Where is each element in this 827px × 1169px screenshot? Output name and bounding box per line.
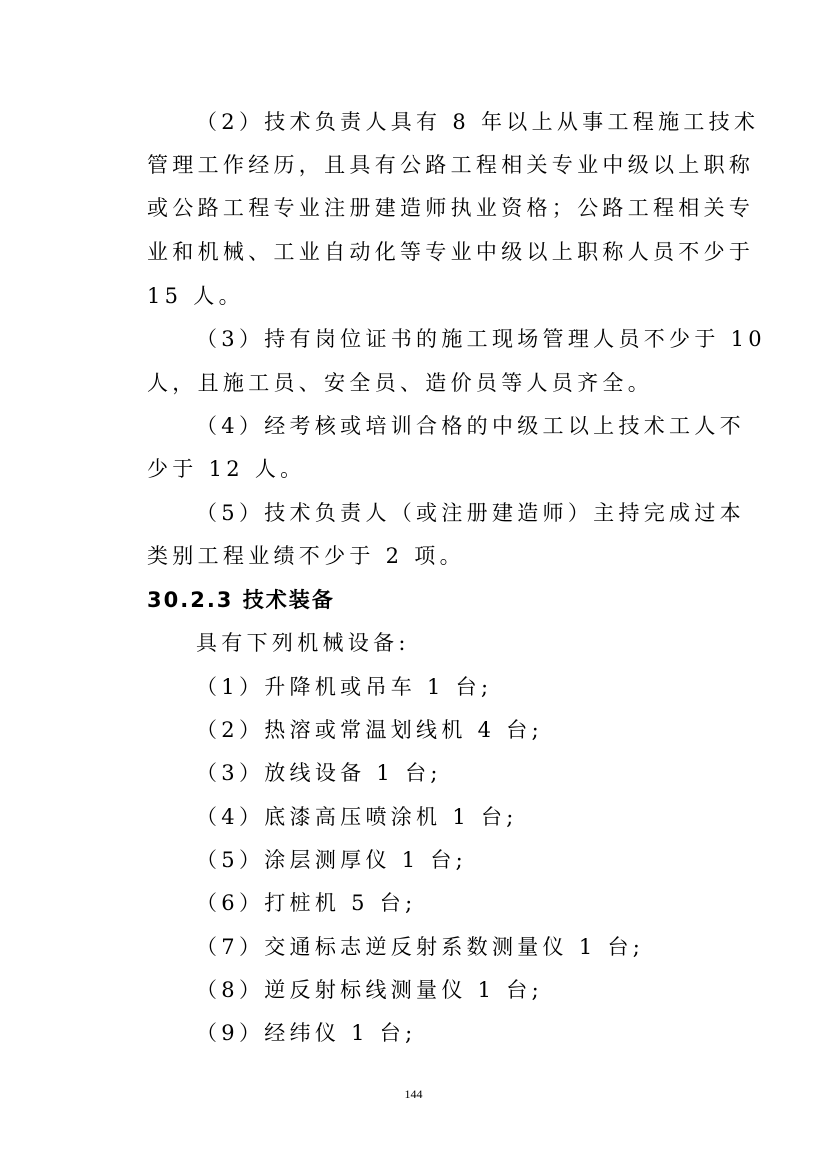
paragraph-2-line-5: 15 人。 xyxy=(147,284,244,308)
paragraph-2-line-3: 或公路工程专业注册建造师执业资格；公路工程相关专 xyxy=(147,196,755,220)
paragraph-5-line-1: （5）技术负责人（或注册建造师）主持完成过本 xyxy=(196,501,745,525)
section-heading: 30.2.3 技术装备 xyxy=(147,588,335,612)
equipment-item: （5）涂层测厚仪 1 台; xyxy=(196,848,468,872)
equipment-item: （9）经纬仪 1 台; xyxy=(196,1021,417,1045)
paragraph-5-line-2: 类别工程业绩不少于 2 项。 xyxy=(147,544,465,568)
equipment-item: （4）底漆高压喷涂机 1 台; xyxy=(196,805,518,829)
paragraph-4-line-2: 少于 12 人。 xyxy=(147,457,306,481)
equipment-item: （8）逆反射标线测量仪 1 台; xyxy=(196,978,543,1002)
equipment-item: （2）热溶或常温划线机 4 台; xyxy=(196,718,543,742)
paragraph-2-line-1: （2）技术负责人具有 8 年以上从事工程施工技术 xyxy=(196,110,760,134)
equipment-item: （1）升降机或吊车 1 台; xyxy=(196,675,493,699)
paragraph-3-line-2: 人，且施工员、安全员、造价员等人员齐全。 xyxy=(147,371,653,395)
paragraph-3-line-1: （3）持有岗位证书的施工现场管理人员不少于 10 xyxy=(196,327,766,351)
equipment-item: （6）打桩机 5 台; xyxy=(196,891,417,915)
equipment-item: （3）放线设备 1 台; xyxy=(196,761,442,785)
page-number: 144 xyxy=(404,1087,423,1101)
paragraph-2-line-4: 业和机械、工业自动化等专业中级以上职称人员不少于 xyxy=(147,240,755,264)
equipment-item: （7）交通标志逆反射系数测量仪 1 台; xyxy=(196,935,645,959)
equipment-intro: 具有下列机械设备: xyxy=(196,631,410,655)
paragraph-4-line-1: （4）经考核或培训合格的中级工以上技术工人不 xyxy=(196,414,745,438)
paragraph-2-line-2: 管理工作经历，且具有公路工程相关专业中级以上职称 xyxy=(147,153,755,177)
